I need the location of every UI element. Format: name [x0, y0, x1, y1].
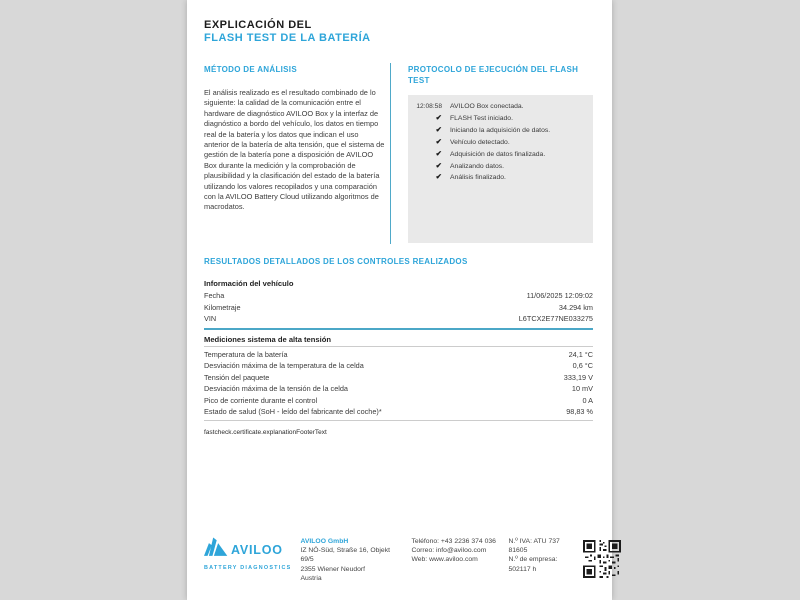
- company-number: N.º de empresa: 502117 h: [508, 556, 558, 573]
- title-block: [204, 19, 371, 45]
- step-label: AVILOO Box conectada.: [450, 103, 524, 110]
- method-paragraph: El análisis realizado es el resultado combinado de lo siguiente: la calidad de la comunicación entre el hardware de diagnóstico AVILOO Box y la interfaz de diagnóstico a bordo del vehículo, los datos en tiempo real de la batería y los datos que indican el uso anterior de la batería de alta tensión, que el sistema de gestión de la batería pone a disposición de AVILOO Box durante la medición y la comprobación de plausibilidad y la clasificación del estado de la batería utilizando los valores recopilados y una comparación con la AVILOO Battery Cloud utilizando algoritmos de macrodatos.: [204, 88, 385, 212]
- legal-block: [508, 537, 574, 583]
- contact-phone: Teléfono: +43 2236 374 036: [411, 538, 496, 545]
- check-icon: ✔: [435, 148, 442, 158]
- check-icon: ✔: [435, 124, 442, 134]
- method-section: [204, 64, 385, 213]
- company-address-line: IZ NÖ-Süd, Straße 16, Objekt 69/5: [300, 547, 390, 564]
- step-label: Iniciando la adquisición de datos.: [450, 126, 551, 134]
- footnote-text: fastcheck.certificate.explanationFooterText: [204, 429, 327, 436]
- brand-wordmark: AVILOO: [231, 542, 283, 557]
- step-label: Analizando datos.: [450, 162, 505, 170]
- row-value: 333,19 V: [563, 372, 593, 382]
- row-value: L6TCX2E77NE033275: [518, 314, 593, 323]
- step-timestamp: 12:08:58: [416, 103, 442, 110]
- protocol-step: [408, 161, 593, 173]
- contact-web: Web: www.aviloo.com: [411, 556, 478, 564]
- row-label: Desviación máxima de la temperatura de la celda: [204, 361, 364, 370]
- table-group-heading: Mediciones sistema de alta tensión: [204, 334, 593, 347]
- row-label: Tensión del paquete: [204, 372, 270, 382]
- row-label: Fecha: [204, 291, 225, 300]
- brand-logo: [204, 537, 291, 583]
- company-name: AVILOO GmbH: [300, 538, 349, 545]
- results-section: [204, 256, 593, 421]
- table-row: [204, 313, 593, 325]
- row-value: 34.294 km: [558, 302, 593, 312]
- row-value: 24,1 °C: [568, 349, 593, 359]
- company-address-block: [300, 537, 402, 583]
- footer: [204, 537, 596, 583]
- row-value: 98,83 %: [566, 407, 593, 416]
- contact-block: [411, 537, 499, 583]
- protocol-step: [408, 125, 593, 137]
- table-row: [204, 360, 593, 372]
- protocol-step: [408, 102, 593, 113]
- step-label: Análisis finalizado.: [450, 174, 506, 182]
- protocol-step: [408, 113, 593, 125]
- protocol-step: [408, 172, 593, 184]
- brand-tagline: BATTERY DIAGNOSTICS: [204, 565, 292, 571]
- company-address-line: Austria: [300, 574, 322, 582]
- protocol-step: [408, 137, 593, 149]
- check-icon: ✔: [435, 112, 442, 122]
- hv-measurements-table: [204, 334, 593, 421]
- row-label: Estado de salud (SoH - leído del fabricante del coche)*: [204, 407, 382, 416]
- column-divider: [390, 63, 391, 244]
- row-value: 0 A: [582, 395, 593, 405]
- aviloo-logo-icon: [204, 537, 228, 562]
- certificate-page: [187, 0, 612, 600]
- vat-number: N.º IVA: ATU 737 81605: [508, 538, 560, 555]
- table-row: [204, 290, 593, 302]
- qr-code: [583, 537, 621, 583]
- table-row: [204, 349, 593, 361]
- check-icon: ✔: [435, 172, 442, 182]
- table-row: [204, 302, 593, 314]
- page-subtitle: FLASH TEST DE LA BATERÍA: [204, 32, 371, 44]
- step-label: Vehículo detectado.: [450, 138, 510, 146]
- table-row: [204, 383, 593, 395]
- row-label: Temperatura de la batería: [204, 349, 288, 359]
- protocol-step: [408, 149, 593, 161]
- step-label: Adquisición de datos finalizada.: [450, 150, 546, 158]
- method-heading: MÉTODO DE ANÁLISIS: [204, 65, 297, 74]
- company-address-line: 2355 Wiener Neudorf: [300, 565, 366, 573]
- row-label: VIN: [204, 314, 217, 323]
- results-heading: RESULTADOS DETALLADOS DE LOS CONTROLES REALIZADOS: [204, 257, 468, 266]
- protocol-panel: [408, 95, 593, 243]
- protocol-section: [408, 64, 593, 243]
- vehicle-info-table: [204, 278, 593, 330]
- table-row: [204, 395, 593, 407]
- protocol-heading: PROTOCOLO DE EJECUCIÓN DEL FLASH TEST: [408, 65, 579, 85]
- contact-email: Correo: info@aviloo.com: [411, 547, 487, 555]
- row-label: Desviación máxima de la tensión de la celda: [204, 384, 348, 393]
- row-value: 0,6 °C: [572, 361, 593, 370]
- table-row: [204, 406, 593, 418]
- page-title: EXPLICACIÓN DEL: [204, 19, 312, 31]
- row-label: Kilometraje: [204, 302, 241, 312]
- table-group-heading: Información del vehículo: [204, 279, 294, 288]
- check-icon: ✔: [435, 160, 442, 170]
- row-label: Pico de corriente durante el control: [204, 395, 318, 405]
- row-value: 10 mV: [571, 384, 593, 393]
- table-row: [204, 372, 593, 384]
- step-label: FLASH Test iniciado.: [450, 114, 513, 122]
- check-icon: ✔: [435, 136, 442, 146]
- row-value: 11/06/2025 12:09:02: [526, 291, 593, 300]
